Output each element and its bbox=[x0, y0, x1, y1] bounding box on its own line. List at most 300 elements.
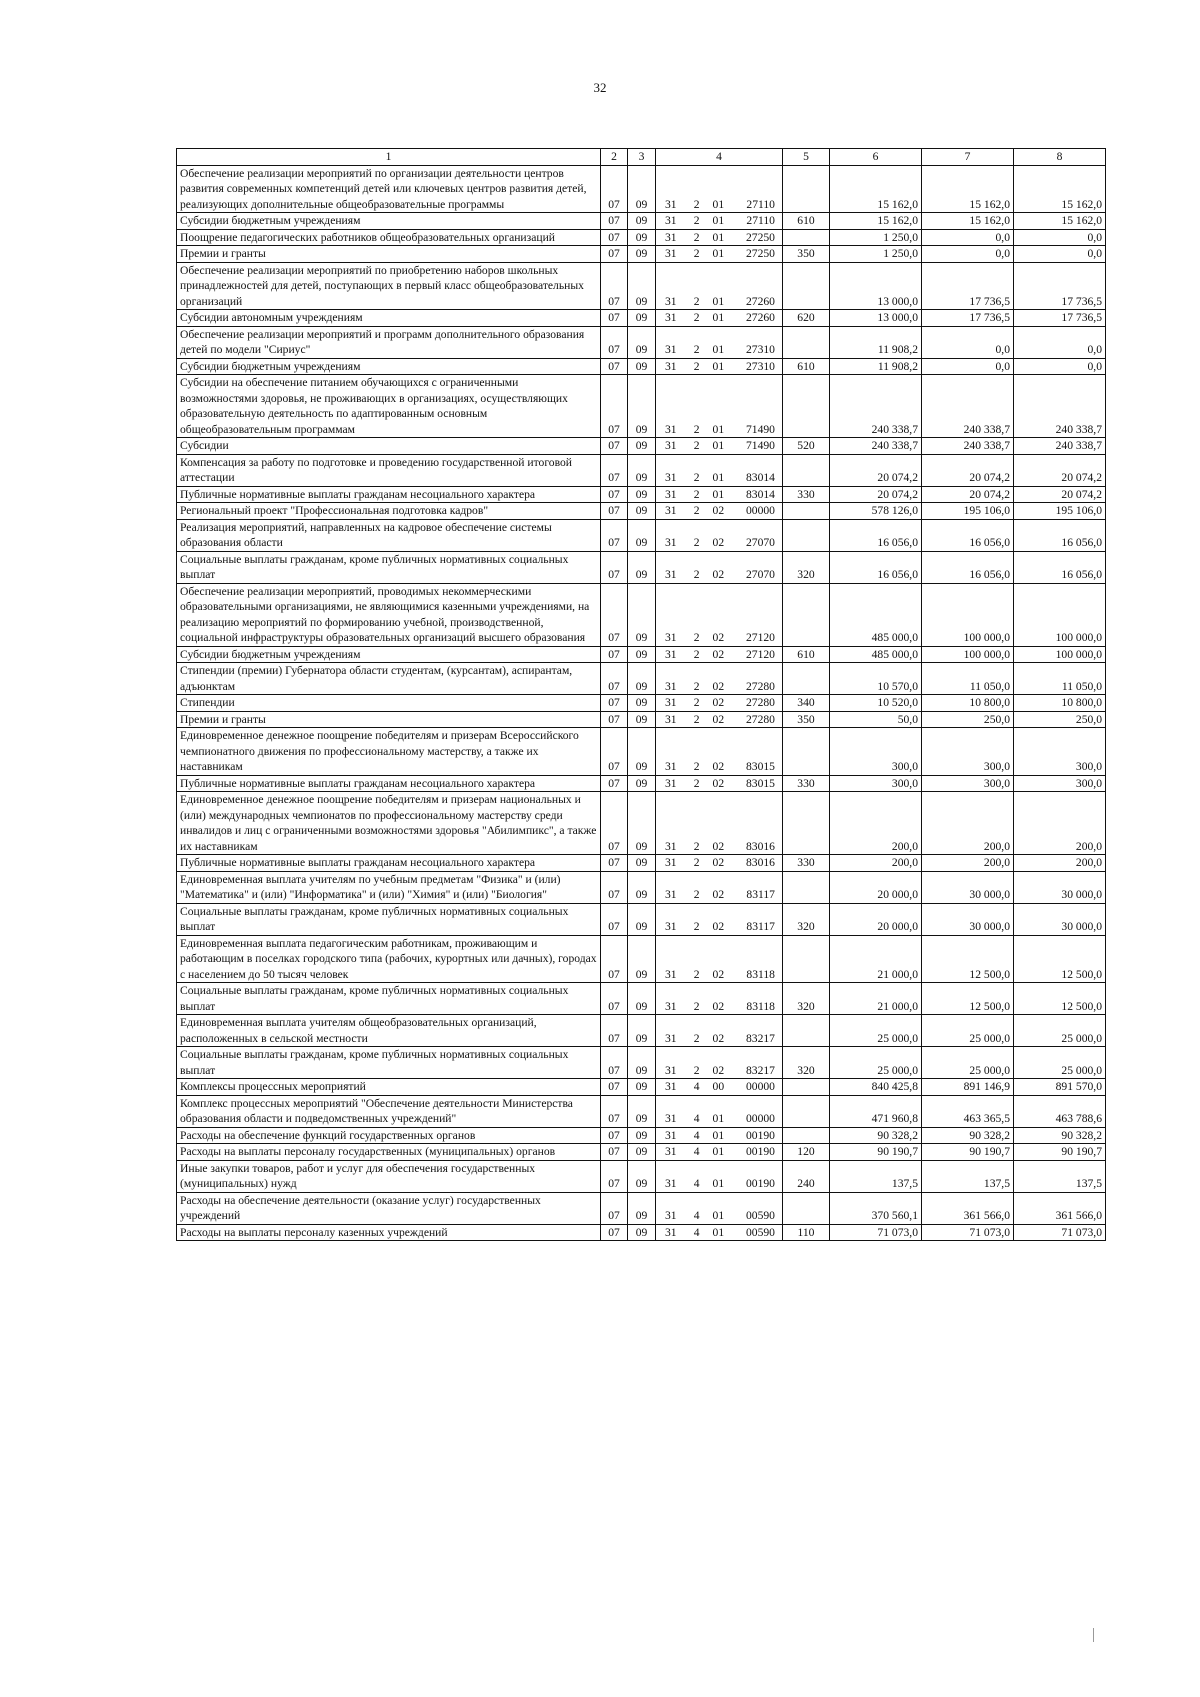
row-target-article bbox=[656, 1192, 783, 1224]
target-article-part: 02 bbox=[712, 920, 725, 933]
row-name: Социальные выплаты гражданам, кроме публичных нормативных социальных выплат bbox=[177, 903, 601, 935]
row-amount-col6: 21 000,0 bbox=[830, 935, 922, 983]
target-article-part: 83016 bbox=[745, 856, 775, 869]
row-amount-col8: 137,5 bbox=[1014, 1160, 1106, 1192]
target-article-part: 83015 bbox=[745, 760, 775, 773]
target-article-part: 02 bbox=[712, 536, 725, 549]
row-subsection: 09 bbox=[628, 792, 656, 855]
row-amount-col6: 370 560,1 bbox=[830, 1192, 922, 1224]
row-expense-type bbox=[783, 519, 830, 551]
row-amount-col8: 30 000,0 bbox=[1014, 871, 1106, 903]
target-article-part: 01 bbox=[712, 359, 725, 373]
row-amount-col7: 90 190,7 bbox=[922, 1144, 1014, 1161]
target-article-part: 2 bbox=[693, 760, 700, 773]
target-article-part: 27120 bbox=[745, 647, 775, 661]
row-subsection: 09 bbox=[628, 262, 656, 310]
target-article-part: 71490 bbox=[745, 439, 775, 452]
table-row bbox=[177, 326, 1106, 358]
row-amount-col8: 71 073,0 bbox=[1014, 1224, 1106, 1241]
target-article-parts bbox=[659, 1079, 779, 1095]
row-amount-col6: 200,0 bbox=[830, 855, 922, 872]
row-section: 07 bbox=[601, 855, 628, 872]
row-expense-type bbox=[783, 262, 830, 310]
row-section: 07 bbox=[601, 454, 628, 486]
row-amount-col8: 90 190,7 bbox=[1014, 1144, 1106, 1161]
row-expense-type bbox=[783, 1127, 830, 1144]
row-amount-col8: 90 328,2 bbox=[1014, 1127, 1106, 1144]
target-article-parts bbox=[659, 294, 779, 310]
row-expense-type bbox=[783, 503, 830, 520]
row-amount-col6: 840 425,8 bbox=[830, 1079, 922, 1096]
row-target-article bbox=[656, 1079, 783, 1096]
row-amount-col6: 71 073,0 bbox=[830, 1224, 922, 1241]
row-amount-col8: 0,0 bbox=[1014, 326, 1106, 358]
target-article-parts bbox=[659, 759, 779, 775]
target-article-part: 31 bbox=[665, 776, 677, 790]
target-article-parts bbox=[659, 919, 779, 935]
row-expense-type: 320 bbox=[783, 551, 830, 583]
target-article-part: 2 bbox=[693, 487, 700, 501]
target-article-part: 01 bbox=[712, 1128, 725, 1142]
row-name: Публичные нормативные выплаты гражданам несоциального характера bbox=[177, 775, 601, 792]
table-row bbox=[177, 358, 1106, 375]
header-col-6: 6 bbox=[830, 149, 922, 166]
row-expense-type bbox=[783, 165, 830, 213]
target-article-part: 31 bbox=[665, 359, 677, 373]
target-article-part: 31 bbox=[665, 647, 677, 661]
row-target-article bbox=[656, 1144, 783, 1161]
row-amount-col8: 0,0 bbox=[1014, 229, 1106, 246]
target-article-part: 31 bbox=[665, 439, 677, 452]
row-name: Публичные нормативные выплаты гражданам несоциального характера bbox=[177, 486, 601, 503]
row-amount-col8: 25 000,0 bbox=[1014, 1015, 1106, 1047]
row-expense-type: 110 bbox=[783, 1224, 830, 1241]
row-subsection: 09 bbox=[628, 1224, 656, 1241]
target-article-part: 27250 bbox=[745, 230, 775, 244]
table-row bbox=[177, 375, 1106, 438]
row-amount-col8: 12 500,0 bbox=[1014, 983, 1106, 1015]
row-subsection: 09 bbox=[628, 903, 656, 935]
row-amount-col7: 12 500,0 bbox=[922, 983, 1014, 1015]
table-row bbox=[177, 775, 1106, 792]
target-article-part: 83016 bbox=[745, 839, 775, 853]
table-row bbox=[177, 983, 1106, 1015]
row-section: 07 bbox=[601, 438, 628, 455]
row-target-article bbox=[656, 935, 783, 983]
row-section: 07 bbox=[601, 871, 628, 903]
row-name: Комплекс процессных мероприятий "Обеспечение деятельности Министерства образования области и подведомственных учреждений" bbox=[177, 1095, 601, 1127]
target-article-part: 27310 bbox=[745, 359, 775, 373]
row-subsection: 09 bbox=[628, 310, 656, 327]
row-section: 07 bbox=[601, 1224, 628, 1241]
row-amount-col6: 1 250,0 bbox=[830, 246, 922, 263]
target-article-part: 31 bbox=[665, 760, 677, 773]
row-section: 07 bbox=[601, 983, 628, 1015]
row-amount-col6: 20 074,2 bbox=[830, 454, 922, 486]
row-amount-col8: 17 736,5 bbox=[1014, 310, 1106, 327]
target-article-part: 83118 bbox=[746, 967, 775, 981]
target-article-part: 31 bbox=[665, 631, 677, 644]
row-amount-col6: 13 000,0 bbox=[830, 262, 922, 310]
row-amount-col7: 200,0 bbox=[922, 792, 1014, 855]
table-row bbox=[177, 519, 1106, 551]
row-expense-type bbox=[783, 663, 830, 695]
table-row bbox=[177, 503, 1106, 520]
table-row bbox=[177, 1079, 1106, 1096]
target-article-parts bbox=[659, 1031, 779, 1047]
row-subsection: 09 bbox=[628, 1095, 656, 1127]
target-article-part: 27110 bbox=[746, 214, 775, 227]
row-expense-type: 350 bbox=[783, 711, 830, 728]
target-article-part: 31 bbox=[665, 1031, 677, 1045]
row-amount-col6: 137,5 bbox=[830, 1160, 922, 1192]
row-name: Социальные выплаты гражданам, кроме публичных нормативных социальных выплат bbox=[177, 551, 601, 583]
target-article-part: 2 bbox=[693, 776, 700, 790]
target-article-part: 83014 bbox=[745, 471, 775, 484]
target-article-part: 2 bbox=[693, 197, 700, 211]
target-article-part: 2 bbox=[693, 343, 700, 356]
target-article-part: 2 bbox=[693, 679, 700, 693]
table-row bbox=[177, 792, 1106, 855]
row-name: Стипендии (премии) Губернатора области студентам, (курсантам), аспирантам, адъюнктам bbox=[177, 663, 601, 695]
target-article-part: 31 bbox=[665, 888, 677, 901]
target-article-part: 02 bbox=[712, 888, 725, 901]
row-amount-col8: 30 000,0 bbox=[1014, 903, 1106, 935]
row-amount-col8: 25 000,0 bbox=[1014, 1047, 1106, 1079]
row-amount-col6: 90 328,2 bbox=[830, 1127, 922, 1144]
row-target-article bbox=[656, 438, 783, 455]
row-amount-col6: 20 000,0 bbox=[830, 871, 922, 903]
target-article-part: 2 bbox=[693, 214, 700, 227]
target-article-part: 27280 bbox=[745, 679, 775, 693]
row-amount-col8: 16 056,0 bbox=[1014, 519, 1106, 551]
row-name: Единовременная выплата учителям общеобразовательных организаций, расположенных в сельской местности bbox=[177, 1015, 601, 1047]
row-target-article bbox=[656, 551, 783, 583]
row-amount-col7: 100 000,0 bbox=[922, 583, 1014, 646]
table-row bbox=[177, 663, 1106, 695]
header-col-7: 7 bbox=[922, 149, 1014, 166]
row-expense-type bbox=[783, 375, 830, 438]
row-target-article bbox=[656, 358, 783, 375]
table-row bbox=[177, 935, 1106, 983]
row-amount-col7: 10 800,0 bbox=[922, 695, 1014, 712]
row-amount-col7: 17 736,5 bbox=[922, 262, 1014, 310]
table-body bbox=[177, 165, 1106, 1241]
row-amount-col6: 25 000,0 bbox=[830, 1015, 922, 1047]
row-subsection: 09 bbox=[628, 1160, 656, 1192]
row-section: 07 bbox=[601, 358, 628, 375]
target-article-part: 31 bbox=[665, 536, 677, 549]
row-amount-col8: 200,0 bbox=[1014, 792, 1106, 855]
table-row bbox=[177, 1160, 1106, 1192]
row-section: 07 bbox=[601, 728, 628, 776]
target-article-part: 27280 bbox=[745, 712, 775, 726]
row-amount-col8: 12 500,0 bbox=[1014, 935, 1106, 983]
row-name: Обеспечение реализации мероприятий по организации деятельности центров развития современных компетенций детей или ключевых центров развития детей, реализующих дополнительные общеобразовательные программы bbox=[177, 165, 601, 213]
row-subsection: 09 bbox=[628, 165, 656, 213]
target-article-part: 01 bbox=[712, 471, 725, 484]
row-expense-type: 330 bbox=[783, 486, 830, 503]
target-article-part: 27310 bbox=[745, 343, 775, 356]
target-article-parts bbox=[659, 887, 779, 903]
row-target-article bbox=[656, 246, 783, 263]
row-expense-type bbox=[783, 792, 830, 855]
row-amount-col7: 300,0 bbox=[922, 775, 1014, 792]
row-expense-type: 320 bbox=[783, 983, 830, 1015]
row-expense-type bbox=[783, 1079, 830, 1096]
row-target-article bbox=[656, 375, 783, 438]
row-name: Единовременная выплата учителям по учебным предметам "Физика" и (или) "Математика" и (или) "Информатика" и (или) "Химия" и (или) "Биология" bbox=[177, 871, 601, 903]
table-row bbox=[177, 165, 1106, 213]
row-amount-col7: 0,0 bbox=[922, 246, 1014, 263]
target-article-part: 02 bbox=[712, 696, 725, 709]
row-expense-type: 620 bbox=[783, 310, 830, 327]
table-row bbox=[177, 229, 1106, 246]
target-article-parts bbox=[659, 647, 779, 663]
target-article-part: 31 bbox=[665, 247, 677, 260]
target-article-parts bbox=[659, 1063, 779, 1079]
row-subsection: 09 bbox=[628, 454, 656, 486]
target-article-part: 31 bbox=[665, 1145, 677, 1158]
target-article-part: 02 bbox=[712, 839, 725, 853]
target-article-parts bbox=[659, 246, 779, 262]
table-row bbox=[177, 262, 1106, 310]
target-article-part: 27070 bbox=[745, 568, 775, 581]
table-row bbox=[177, 728, 1106, 776]
target-article-parts bbox=[659, 679, 779, 695]
row-amount-col6: 10 520,0 bbox=[830, 695, 922, 712]
target-article-part: 31 bbox=[665, 1225, 677, 1239]
table-row bbox=[177, 1015, 1106, 1047]
row-name: Единовременное денежное поощрение победителям и призерам Всероссийского чемпионатного движения по профессиональному мастерству, а также их наставникам bbox=[177, 728, 601, 776]
target-article-part: 2 bbox=[693, 311, 700, 324]
row-subsection: 09 bbox=[628, 375, 656, 438]
row-name: Единовременная выплата педагогическим работникам, проживающим и работающим в поселках городского типа (рабочих, курортных или дачных), городах с населением до 50 тысяч человек bbox=[177, 935, 601, 983]
row-expense-type bbox=[783, 326, 830, 358]
row-target-article bbox=[656, 711, 783, 728]
row-amount-col6: 21 000,0 bbox=[830, 983, 922, 1015]
target-article-part: 31 bbox=[665, 1063, 677, 1077]
table-row bbox=[177, 213, 1106, 230]
row-subsection: 09 bbox=[628, 646, 656, 663]
target-article-part: 01 bbox=[712, 230, 725, 244]
target-article-part: 2 bbox=[693, 568, 700, 581]
target-article-parts bbox=[659, 695, 779, 711]
row-subsection: 09 bbox=[628, 871, 656, 903]
target-article-part: 2 bbox=[693, 1031, 700, 1045]
target-article-part: 02 bbox=[712, 647, 725, 661]
target-article-part: 01 bbox=[712, 343, 725, 356]
row-name: Поощрение педагогических работников общеобразовательных организаций bbox=[177, 229, 601, 246]
target-article-parts bbox=[659, 1225, 779, 1241]
row-amount-col6: 485 000,0 bbox=[830, 583, 922, 646]
target-article-part: 01 bbox=[712, 487, 725, 501]
row-target-article bbox=[656, 1160, 783, 1192]
target-article-parts bbox=[659, 310, 779, 326]
target-article-part: 4 bbox=[693, 1145, 700, 1158]
target-article-part: 02 bbox=[712, 856, 725, 869]
target-article-part: 00190 bbox=[745, 1145, 775, 1158]
row-amount-col7: 100 000,0 bbox=[922, 646, 1014, 663]
row-amount-col6: 16 056,0 bbox=[830, 551, 922, 583]
target-article-part: 2 bbox=[693, 856, 700, 869]
row-expense-type: 120 bbox=[783, 1144, 830, 1161]
target-article-part: 2 bbox=[693, 294, 700, 308]
target-article-part: 4 bbox=[693, 1209, 700, 1222]
target-article-part: 27260 bbox=[745, 311, 775, 324]
row-name: Расходы на обеспечение деятельности (оказание услуг) государственных учреждений bbox=[177, 1192, 601, 1224]
row-amount-col7: 16 056,0 bbox=[922, 519, 1014, 551]
row-amount-col6: 15 162,0 bbox=[830, 213, 922, 230]
row-subsection: 09 bbox=[628, 519, 656, 551]
row-subsection: 09 bbox=[628, 229, 656, 246]
target-article-part: 01 bbox=[712, 311, 725, 324]
row-amount-col7: 240 338,7 bbox=[922, 375, 1014, 438]
row-target-article bbox=[656, 871, 783, 903]
row-target-article bbox=[656, 1047, 783, 1079]
target-article-part: 2 bbox=[693, 230, 700, 244]
target-article-part: 01 bbox=[712, 1209, 725, 1222]
target-article-parts bbox=[659, 999, 779, 1015]
header-col-4: 4 bbox=[656, 149, 783, 166]
table-row bbox=[177, 855, 1106, 872]
row-name: Единовременное денежное поощрение победителям и призерам национальных и (или) международных чемпионатов по профессиональному мастерству среди инвалидов и лиц с ограниченными возможностями здоровья "Абилимпикс", а также их наставникам bbox=[177, 792, 601, 855]
row-section: 07 bbox=[601, 486, 628, 503]
target-article-part: 31 bbox=[665, 1128, 677, 1142]
row-expense-type bbox=[783, 454, 830, 486]
table-row bbox=[177, 486, 1106, 503]
row-expense-type: 330 bbox=[783, 855, 830, 872]
row-subsection: 09 bbox=[628, 246, 656, 263]
row-subsection: 09 bbox=[628, 1015, 656, 1047]
row-section: 07 bbox=[601, 792, 628, 855]
row-target-article bbox=[656, 646, 783, 663]
header-col-1: 1 bbox=[177, 149, 601, 166]
row-amount-col6: 16 056,0 bbox=[830, 519, 922, 551]
row-expense-type: 340 bbox=[783, 695, 830, 712]
target-article-parts bbox=[659, 567, 779, 583]
target-article-parts bbox=[659, 422, 779, 438]
row-amount-col8: 11 050,0 bbox=[1014, 663, 1106, 695]
table-row bbox=[177, 246, 1106, 263]
target-article-part: 31 bbox=[665, 679, 677, 693]
row-section: 07 bbox=[601, 503, 628, 520]
row-amount-col6: 200,0 bbox=[830, 792, 922, 855]
target-article-part: 31 bbox=[665, 999, 677, 1013]
target-article-part: 2 bbox=[693, 439, 700, 452]
target-article-part: 31 bbox=[665, 343, 677, 356]
table-row bbox=[177, 1192, 1106, 1224]
row-amount-col7: 195 106,0 bbox=[922, 503, 1014, 520]
row-name: Обеспечение реализации мероприятий по приобретению наборов школьных принадлежностей для детей, поступающих в первый класс общеобразовательных организаций bbox=[177, 262, 601, 310]
row-amount-col8: 10 800,0 bbox=[1014, 695, 1106, 712]
row-name: Премии и гранты bbox=[177, 711, 601, 728]
row-amount-col7: 30 000,0 bbox=[922, 871, 1014, 903]
row-expense-type: 240 bbox=[783, 1160, 830, 1192]
row-target-article bbox=[656, 165, 783, 213]
target-article-parts bbox=[659, 839, 779, 855]
row-name: Субсидии бюджетным учреждениям bbox=[177, 213, 601, 230]
row-expense-type bbox=[783, 728, 830, 776]
header-col-2: 2 bbox=[601, 149, 628, 166]
table-row bbox=[177, 454, 1106, 486]
row-target-article bbox=[656, 792, 783, 855]
target-article-part: 00000 bbox=[745, 1112, 775, 1125]
target-article-part: 02 bbox=[712, 1031, 725, 1045]
row-target-article bbox=[656, 583, 783, 646]
target-article-part: 31 bbox=[665, 1177, 677, 1190]
row-subsection: 09 bbox=[628, 551, 656, 583]
row-name: Социальные выплаты гражданам, кроме публичных нормативных социальных выплат bbox=[177, 1047, 601, 1079]
row-target-article bbox=[656, 728, 783, 776]
target-article-part: 2 bbox=[693, 247, 700, 260]
target-article-part: 31 bbox=[665, 487, 677, 501]
target-article-part: 01 bbox=[712, 422, 725, 436]
target-article-part: 31 bbox=[665, 1080, 677, 1093]
row-amount-col8: 195 106,0 bbox=[1014, 503, 1106, 520]
row-section: 07 bbox=[601, 1192, 628, 1224]
target-article-part: 02 bbox=[712, 568, 725, 581]
target-article-part: 02 bbox=[712, 504, 725, 517]
row-name: Региональный проект "Профессиональная подготовка кадров" bbox=[177, 503, 601, 520]
row-amount-col6: 10 570,0 bbox=[830, 663, 922, 695]
table-row bbox=[177, 711, 1106, 728]
row-target-article bbox=[656, 229, 783, 246]
row-subsection: 09 bbox=[628, 1079, 656, 1096]
target-article-part: 00190 bbox=[745, 1177, 775, 1190]
row-amount-col7: 11 050,0 bbox=[922, 663, 1014, 695]
row-section: 07 bbox=[601, 903, 628, 935]
target-article-parts bbox=[659, 1111, 779, 1127]
target-article-part: 01 bbox=[712, 197, 725, 211]
row-name: Премии и гранты bbox=[177, 246, 601, 263]
row-section: 07 bbox=[601, 519, 628, 551]
row-name: Субсидии на обеспечение питанием обучающихся с ограниченными возможностями здоровья, не проживающих в организациях, осуществляющих образовательную деятельность по адаптированным основным общеобразовательным программам bbox=[177, 375, 601, 438]
row-amount-col7: 0,0 bbox=[922, 358, 1014, 375]
target-article-parts bbox=[659, 855, 779, 871]
row-subsection: 09 bbox=[628, 438, 656, 455]
page-number: 32 bbox=[593, 80, 607, 95]
target-article-part: 27280 bbox=[745, 696, 775, 709]
row-expense-type bbox=[783, 583, 830, 646]
row-expense-type: 610 bbox=[783, 646, 830, 663]
target-article-part: 02 bbox=[712, 1063, 725, 1077]
target-article-part: 27260 bbox=[745, 294, 775, 308]
row-target-article bbox=[656, 1127, 783, 1144]
target-article-parts bbox=[659, 470, 779, 486]
row-amount-col6: 13 000,0 bbox=[830, 310, 922, 327]
table-row bbox=[177, 1127, 1106, 1144]
target-article-part: 31 bbox=[665, 967, 677, 981]
row-amount-col8: 100 000,0 bbox=[1014, 583, 1106, 646]
row-target-article bbox=[656, 1095, 783, 1127]
row-expense-type: 610 bbox=[783, 213, 830, 230]
target-article-part: 31 bbox=[665, 1112, 677, 1125]
budget-table bbox=[176, 148, 1106, 1241]
target-article-part: 31 bbox=[665, 920, 677, 933]
row-name: Обеспечение реализации мероприятий и программ дополнительного образования детей по модели "Сириус" bbox=[177, 326, 601, 358]
target-article-part: 4 bbox=[693, 1080, 700, 1093]
row-amount-col6: 240 338,7 bbox=[830, 375, 922, 438]
row-amount-col7: 16 056,0 bbox=[922, 551, 1014, 583]
table-row bbox=[177, 310, 1106, 327]
row-subsection: 09 bbox=[628, 855, 656, 872]
row-section: 07 bbox=[601, 935, 628, 983]
header-col-3: 3 bbox=[628, 149, 656, 166]
row-section: 07 bbox=[601, 213, 628, 230]
target-article-part: 2 bbox=[693, 999, 700, 1013]
row-expense-type bbox=[783, 229, 830, 246]
